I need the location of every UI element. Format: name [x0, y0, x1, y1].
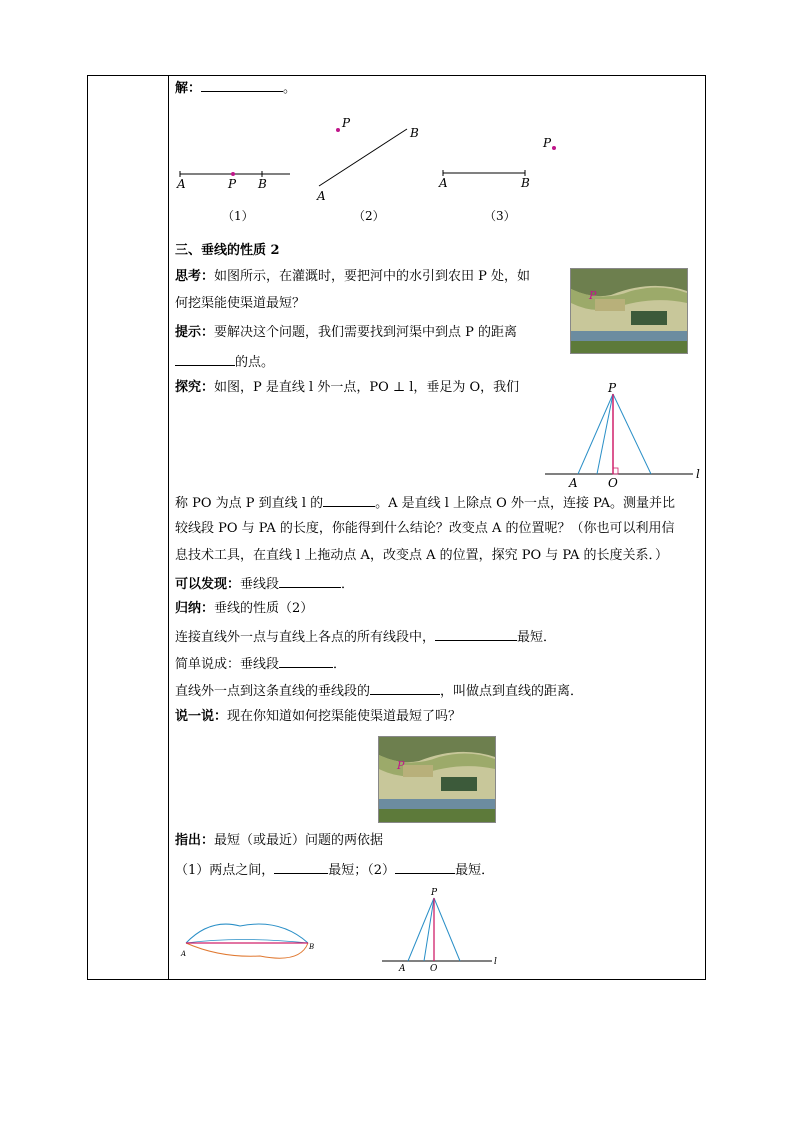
bottom-label-a: A: [181, 950, 187, 958]
summary-line-2: 简单说成：垂线段 ．: [175, 654, 346, 674]
label-a: A: [569, 476, 578, 490]
explore-blank: [323, 493, 375, 507]
point-out-blank-1: [274, 860, 328, 874]
column-divider: [168, 76, 169, 979]
fig3-label-b: B: [521, 176, 530, 190]
find-line: 可以发现：垂线段 ．: [175, 574, 354, 594]
bottom-pa-2: [424, 898, 434, 961]
answer-blank: [201, 78, 283, 92]
summary-title: 归纳：垂线的性质（2）: [175, 601, 314, 616]
bottom-label-a2: A: [399, 964, 406, 974]
hint-line-1: 提示：要解决这个问题，我们需要找到河渠中到点 P 的距离: [175, 325, 518, 340]
label-p: P: [608, 381, 617, 395]
segment-pa-1: [578, 394, 613, 474]
lesson-table: [87, 75, 706, 980]
point-out-blank-2: [395, 860, 455, 874]
fig1-label-a: A: [177, 177, 186, 191]
summary-line-1: 连接直线外一点与直线上各点的所有线段中， 最短．: [175, 627, 556, 647]
think-line-1: 思考：如图所示，在灌溉时，要把河中的水引到农田 P 处，如: [175, 269, 531, 284]
explore-line-3: 较线段 PO 与 PA 的长度，你能得到什么结论？改变点 A 的位置呢？（你也可以利用信: [175, 521, 675, 536]
irrigation-photo-2-art: [379, 737, 495, 822]
irrigation-photo-2: [378, 736, 496, 823]
hint-blank: [175, 352, 235, 366]
bottom-label-o: O: [430, 964, 438, 974]
point-out-line: 指出：最短（或最近）问题的两依据: [175, 833, 384, 848]
photo1-marker-p: P: [589, 289, 597, 302]
curve-orange: [186, 943, 308, 958]
summary-blank-2: [279, 654, 333, 668]
talk-line: 说一说：现在你知道如何挖渠能使渠道最短了吗？: [175, 709, 462, 724]
fig1-label-p: P: [228, 177, 237, 191]
fig2-label-b: B: [410, 126, 419, 140]
fig1-label-b: B: [258, 177, 267, 191]
photo2-marker-p: P: [397, 759, 405, 772]
segment-pa-3: [613, 394, 651, 474]
hint-line-2: 的点。: [175, 352, 274, 372]
irrigation-photo: [570, 268, 688, 354]
fig2-label-p: P: [342, 116, 351, 130]
fig2-point-p: [336, 128, 340, 132]
figure-1: [176, 171, 290, 223]
figures-row: [170, 114, 705, 234]
label-o: O: [608, 476, 618, 490]
fig3-point-p: [552, 146, 556, 150]
explore-line-1: 探究：如图，P 是直线 l 外一点，PO ⊥ l，垂足为 O，我们: [175, 380, 520, 395]
fig3-label-a: A: [439, 176, 448, 190]
point-out-blanks: （1）两点之间， 最短；（2） 最短．: [175, 860, 494, 880]
two-points-diagram: [180, 888, 320, 963]
bottom-pa-1: [408, 898, 434, 961]
figure-3: [438, 136, 556, 223]
solution-line: 解： 。: [175, 78, 296, 98]
bottom-pa-3: [434, 898, 460, 961]
figure-2: [316, 116, 419, 223]
summary-line-3: 直线外一点到这条直线的垂线段的 ，叫做点到直线的距离．: [175, 681, 583, 701]
fig3-label-p: P: [543, 136, 552, 150]
fig1-point-p: [231, 172, 235, 176]
bottom-label-p: P: [431, 888, 438, 898]
irrigation-photo-art: [571, 269, 687, 353]
explore-line-2: 称 PO 为点 P 到直线 l 的 。A 是直线 l 上除点 O 外一点，连接 PA。测量并比: [175, 493, 675, 513]
content-cell: [170, 76, 705, 979]
summary-blank-3: [370, 681, 440, 695]
label-l: l: [696, 467, 700, 481]
perpendicular-diagram-small: [380, 886, 510, 974]
section-title: 三、垂线的性质 2: [175, 243, 280, 258]
fig2-label-a: A: [317, 189, 326, 203]
fig2-segment: [319, 129, 407, 186]
summary-blank-1: [435, 627, 517, 641]
segment-pa-2: [597, 394, 613, 474]
bottom-label-b: B: [309, 943, 315, 951]
bottom-label-l: l: [494, 957, 497, 967]
think-line-2: 何挖渠能使渠道最短？: [175, 296, 306, 311]
find-blank: [279, 574, 341, 588]
curve-blue: [186, 924, 308, 943]
fig2-caption: （2）: [353, 209, 385, 223]
fig1-caption: （1）: [222, 209, 254, 223]
perpendicular-diagram: [545, 381, 705, 491]
explore-line-4: 息技术工具，在直线 l 上拖动点 A，改变点 A 的位置，探究 PO 与 PA 的长度关系．）: [175, 548, 668, 563]
fig3-caption: （3）: [484, 209, 516, 223]
